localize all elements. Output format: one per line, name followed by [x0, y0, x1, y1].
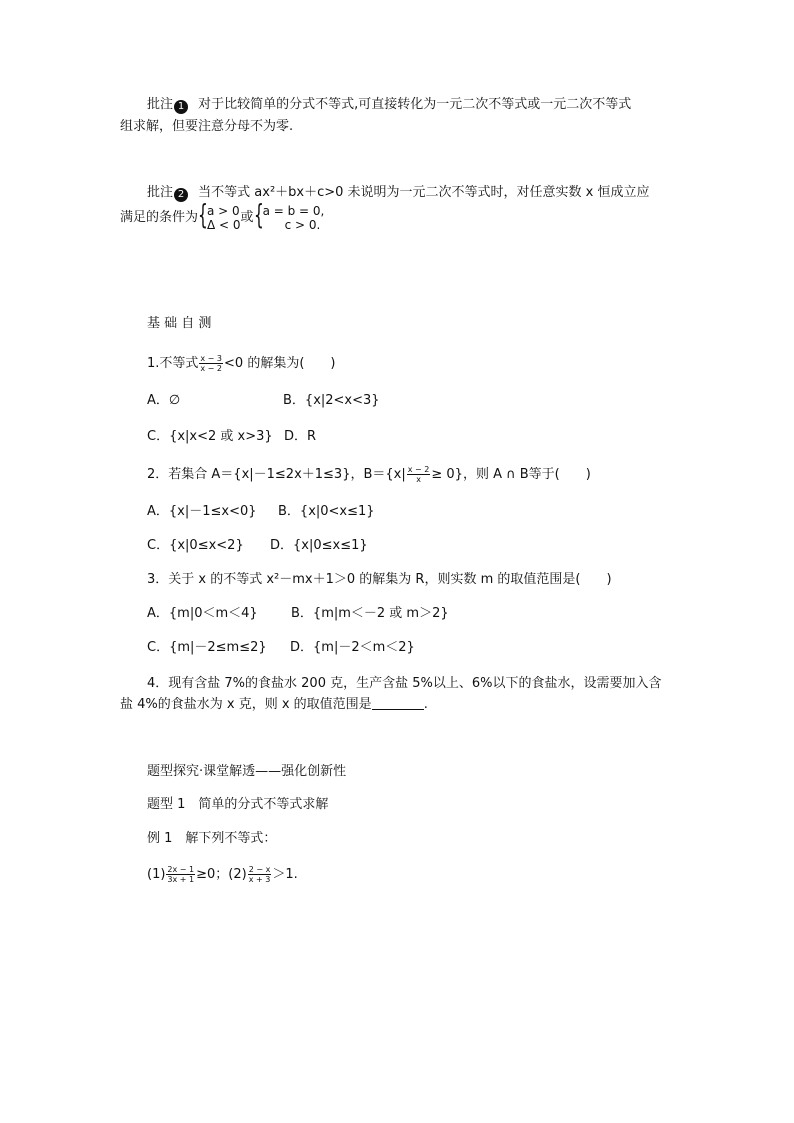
note2-line1	[147, 184, 650, 202]
q1-fraction	[199, 354, 223, 373]
note2-text-prefix: 满足的条件为	[120, 210, 199, 225]
ex1-f1-num: 2x − 1	[167, 865, 195, 874]
note1-text-line2: 组求解，但要注意分母不为零.	[120, 119, 294, 134]
question-2	[147, 464, 591, 486]
section-title: 基 础 自 测	[147, 316, 212, 331]
example1-label: 例 1 解下列不等式：	[147, 831, 277, 846]
note1-number-badge: 1	[174, 100, 188, 114]
condition-system-1: { a > 0 Δ < 0	[198, 197, 241, 232]
system2-row1: a = b = 0,	[262, 203, 325, 218]
q4-line2-suffix: .	[423, 697, 428, 712]
q2-frac-den: x	[416, 475, 421, 484]
answer-blank[interactable]	[372, 697, 424, 710]
q3-option-d: D．{m|－2＜m＜2}	[290, 640, 415, 655]
question-4-line2	[120, 696, 428, 714]
note2-text-line1: 当不等式 ax²＋bx＋c>0 未说明为一元二次不等式时，对任意实数 x 恒成立应	[198, 185, 650, 200]
q2-suffix: ≥ 0}，则 A ∩ B等于( )	[431, 467, 591, 482]
q2-option-a: A．{x|－1≤x<0}	[147, 504, 257, 519]
q2-prefix: 2．若集合 A＝{x|－1≤2x＋1≤3}，B＝{x|	[147, 467, 406, 482]
or-word: 或	[240, 210, 254, 225]
system2-row2: c > 0.	[284, 217, 321, 232]
note2-label: 批注	[147, 185, 174, 200]
note1-label: 批注	[147, 97, 174, 112]
q1-frac-den: x − 2	[200, 364, 223, 373]
note1-line1	[147, 96, 631, 114]
q4-line2-prefix: 盐 4%的食盐水为 x 克，则 x 的取值范围是	[120, 697, 372, 712]
question-3: 3．关于 x 的不等式 x²－mx＋1＞0 的解集为 R，则实数 m 的取值范围是( )	[147, 572, 612, 587]
ex1-f2-num: 2 − x	[248, 865, 271, 874]
q2-option-b: B．{x|0<x≤1}	[278, 504, 375, 519]
q1-option-b: B．{x|2<x<3}	[283, 393, 380, 408]
q1-suffix: <0 的解集为( )	[224, 356, 336, 371]
note2-line2	[120, 197, 325, 233]
ex1-fraction-1	[166, 865, 195, 884]
section2-title: 题型探究·课堂解透——强化创新性	[147, 764, 347, 779]
note1-text-line1: 对于比较简单的分式不等式,可直接转化为一元二次不等式或一元二次不等式	[198, 97, 632, 112]
example1-expressions	[147, 863, 298, 887]
system1-row1: a > 0	[207, 203, 240, 218]
question-4-line1: 4．现有含盐 7%的食盐水 200 克，生产含盐 5%以上、6%以下的食盐水，设需要加入含	[147, 676, 662, 691]
ex1-part1-label: (1)	[147, 867, 166, 882]
q2-fraction	[407, 465, 431, 484]
ex1-end: ＞1.	[272, 867, 298, 882]
q1-option-c: C．{x|x<2 或 x>3}	[147, 429, 273, 444]
type1-title: 题型 1 简单的分式不等式求解	[147, 797, 329, 812]
ex1-f1-den: 3x + 1	[167, 875, 195, 884]
note2-number-badge: 2	[174, 188, 188, 202]
q1-option-a: A．∅	[147, 393, 181, 408]
q2-option-c: C．{x|0≤x<2}	[147, 538, 244, 553]
ex1-fraction-2	[248, 865, 272, 884]
condition-system-2: { a = b = 0, c > 0.	[253, 197, 325, 232]
q1-option-d: D．R	[284, 429, 317, 444]
q2-option-d: D．{x|0≤x≤1}	[270, 538, 368, 553]
q3-option-a: A．{m|0＜m＜4}	[147, 606, 258, 621]
system1-row2: Δ < 0	[207, 217, 241, 232]
question-1	[147, 353, 335, 375]
ex1-f2-den: x + 3	[248, 875, 271, 884]
q1-prefix: 1.不等式	[147, 356, 199, 371]
q2-frac-num: x − 2	[407, 465, 430, 474]
q1-frac-num: x − 3	[200, 354, 223, 363]
q3-option-c: C．{m|－2≤m≤2}	[147, 640, 267, 655]
ex1-mid: ≥0；(2)	[196, 867, 247, 882]
q3-option-b: B．{m|m＜－2 或 m＞2}	[291, 606, 449, 621]
